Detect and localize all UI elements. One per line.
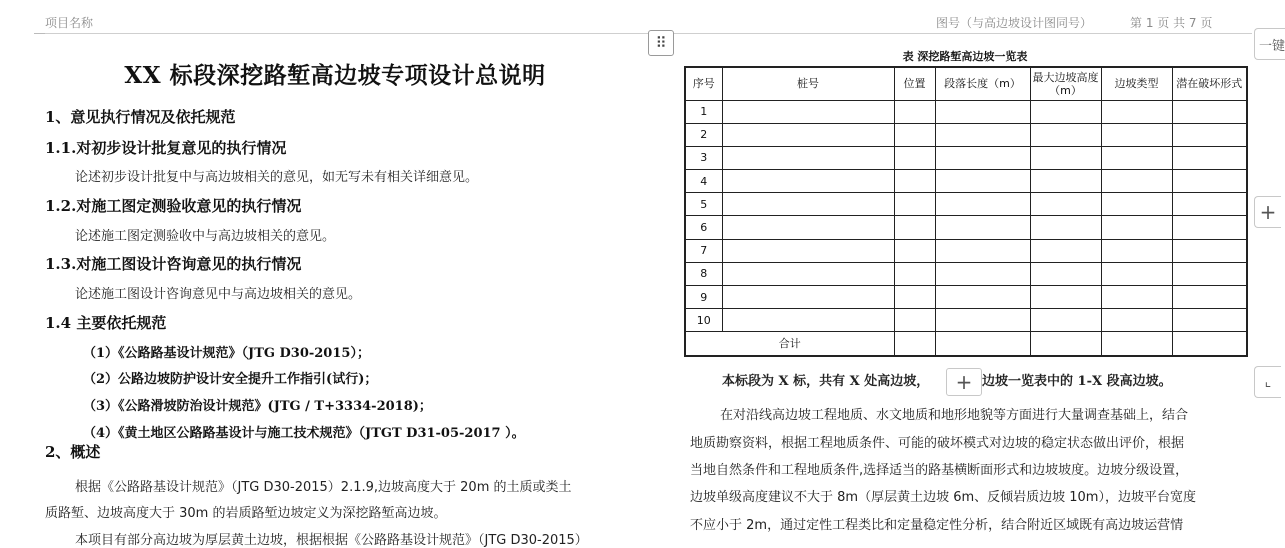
- table-cell: [1172, 123, 1247, 146]
- table-cell: [1030, 239, 1101, 262]
- table-cell: [1030, 332, 1101, 356]
- table-cell: [935, 100, 1030, 123]
- table-row: [685, 239, 1247, 262]
- right-paragraph-line: 边坡单级高度建议不大于 8m（厚层黄土边坡 6m、反倾岩质边坡 10m），边坡平台宽度: [690, 490, 1196, 505]
- table-cell: [1030, 262, 1101, 285]
- table-cell: [894, 286, 935, 309]
- table-cell: [722, 123, 894, 146]
- table-row: [685, 100, 1247, 123]
- section-1-heading: 1、意见执行情况及依托规范: [45, 108, 236, 126]
- table-cell: [1101, 216, 1172, 239]
- row-number: 7: [685, 239, 722, 262]
- table-row: [685, 262, 1247, 285]
- table-cell: [894, 123, 935, 146]
- row-number: 10: [685, 309, 722, 332]
- right-paragraph-line: 不应小于 2m，通过定性工程类比和定量稳定性分析，结合附近区域既有高边坡运营情: [690, 518, 1184, 533]
- table-cell: [722, 286, 894, 309]
- drawing-number-header: 图号（与高边坡设计图同号）: [936, 16, 1093, 30]
- table-cell: [1101, 309, 1172, 332]
- table-row: [685, 216, 1247, 239]
- table-cell: [935, 286, 1030, 309]
- drag-handle-icon[interactable]: ⠿: [648, 30, 674, 56]
- project-name-header: 项目名称: [45, 16, 94, 30]
- row-number: 6: [685, 216, 722, 239]
- table-cell: [722, 100, 894, 123]
- table-cell: [1030, 216, 1101, 239]
- table-row: [685, 193, 1247, 216]
- table-cell: [1172, 146, 1247, 169]
- column-header: 桩号: [722, 67, 894, 100]
- table-cell: [1172, 332, 1247, 356]
- table-cell: [1101, 123, 1172, 146]
- table-cell: [894, 216, 935, 239]
- table-cell: [722, 262, 894, 285]
- table-cell: [1030, 309, 1101, 332]
- summary-text-a: 本标段为 X 标，共有 X 处高边坡，: [722, 374, 930, 389]
- section-1-2-heading: 1.2.对施工图定测验收意见的执行情况: [45, 197, 302, 215]
- section-1-3-text: 论述施工图设计咨询意见中与高边坡相关的意见。: [75, 287, 362, 302]
- table-cell: [894, 193, 935, 216]
- table-cell: [894, 146, 935, 169]
- table-cell: [1101, 100, 1172, 123]
- table-cell: [1101, 332, 1172, 356]
- table-cell: [1030, 170, 1101, 193]
- table-cell: [894, 309, 935, 332]
- table-cell: [935, 170, 1030, 193]
- table-cell: [722, 309, 894, 332]
- table-cell: [722, 193, 894, 216]
- table-cell: [935, 239, 1030, 262]
- table-cell: [1172, 286, 1247, 309]
- table-cell: [722, 216, 894, 239]
- total-label: 合计: [685, 332, 894, 356]
- table-cell: [1030, 146, 1101, 169]
- right-paragraph-line: 地质勘察资料，根据工程地质条件、可能的破坏模式对边坡的稳定状态做出评价，根据: [690, 436, 1185, 451]
- section-1-1-heading: 1.1.对初步设计批复意见的执行情况: [45, 139, 287, 157]
- table-cell: [722, 239, 894, 262]
- section-1-2-text: 论述施工图定测验收中与高边坡相关的意见。: [75, 229, 336, 244]
- table-row: [685, 170, 1247, 193]
- table-cell: [935, 216, 1030, 239]
- right-paragraph-line: 在对沿线高边坡工程地质、水文地质和地形地貌等方面进行大量调查基础上，结合: [720, 408, 1189, 423]
- document-left-column: [45, 58, 640, 548]
- table-cell: [935, 146, 1030, 169]
- table-cell: [722, 170, 894, 193]
- column-header: 潜在破坏形式: [1172, 67, 1247, 100]
- table-caption: 表 深挖路堑高边坡一览表: [902, 50, 1028, 63]
- column-header: 位置: [894, 67, 935, 100]
- section-1-3-heading: 1.3.对施工图设计咨询意见的执行情况: [45, 255, 302, 273]
- table-cell: [1172, 100, 1247, 123]
- table-cell: [894, 262, 935, 285]
- table-cell: [1030, 100, 1101, 123]
- table-cell: [1101, 239, 1172, 262]
- high-slope-table: [684, 66, 1248, 357]
- table-row: [685, 123, 1247, 146]
- table-row: [685, 146, 1247, 169]
- table-cell: [1172, 262, 1247, 285]
- table-cell: [1172, 170, 1247, 193]
- overview-paragraph-line: 本项目有部分高边坡为厚层黄土边坡，根据根据《公路路基设计规范》（JTG D30-2015）: [75, 533, 588, 548]
- table-cell: [894, 170, 935, 193]
- table-row: [685, 286, 1247, 309]
- table-cell: [1101, 146, 1172, 169]
- summary-text-b: 边坡一览表中的 1-X 段高边坡。: [982, 374, 1172, 389]
- section-2-heading: 2、概述: [45, 443, 101, 461]
- reference-item: （1）《公路路基设计规范》（JTG D30-2015）；: [83, 346, 370, 361]
- table-cell: [935, 123, 1030, 146]
- add-right-icon[interactable]: +: [1254, 196, 1281, 228]
- row-number: 3: [685, 146, 722, 169]
- document-title: XX 标段深挖路堑高边坡专项设计总说明: [124, 62, 546, 89]
- table-cell: [1101, 262, 1172, 285]
- table-cell: [1172, 239, 1247, 262]
- overview-paragraph-line: 根据《公路路基设计规范》（JTG D30-2015）2.1.9,边坡高度大于 20m 的土质或类土: [75, 480, 572, 495]
- table-cell: [722, 146, 894, 169]
- section-1-1-text: 论述初步设计批复中与高边坡相关的意见，如无写未有相关详细意见。: [75, 170, 479, 185]
- row-number: 2: [685, 123, 722, 146]
- page-corner-mark-left: [34, 33, 45, 48]
- table-cell: [894, 100, 935, 123]
- add-block-icon[interactable]: +: [946, 368, 982, 396]
- table-cell: [935, 332, 1030, 356]
- row-number: 4: [685, 170, 722, 193]
- side-panel-button[interactable]: 一键: [1254, 28, 1285, 60]
- table-cell: [1030, 123, 1101, 146]
- table-cell: [935, 262, 1030, 285]
- table-cell: [1101, 170, 1172, 193]
- reference-item: （4）《黄土地区公路路基设计与施工技术规范》（JTGT D31-05-2017 ）。: [83, 426, 525, 441]
- total-row: [685, 332, 1247, 356]
- reference-item: （3）《公路滑坡防治设计规范》(JTG / T+3334-2018)；: [83, 399, 432, 414]
- table-cell: [935, 193, 1030, 216]
- row-number: 8: [685, 262, 722, 285]
- row-number: 9: [685, 286, 722, 309]
- table-cell: [1172, 193, 1247, 216]
- table-cell: [1172, 309, 1247, 332]
- row-number: 1: [685, 100, 722, 123]
- table-cell: [1101, 286, 1172, 309]
- table-cell: [1030, 286, 1101, 309]
- right-paragraph-line: 当地自然条件和工程地质条件,选择适当的路基横断面形式和边坡坡度。边坡分级设置，: [690, 463, 1189, 478]
- table-cell: [1172, 216, 1247, 239]
- table-cell: [1101, 193, 1172, 216]
- row-number: 5: [685, 193, 722, 216]
- reference-item: （2）公路边坡防护设计安全提升工作指引(试行)；: [83, 372, 378, 387]
- overview-paragraph-line: 质路堑、边坡高度大于 30m 的岩质路堑边坡定义为深挖路堑高边坡。: [45, 506, 447, 521]
- column-header: 序号: [685, 67, 722, 100]
- column-header: 边坡类型: [1101, 67, 1172, 100]
- column-header: 段落长度（m）: [935, 67, 1030, 100]
- table-cell: [1030, 193, 1101, 216]
- table-cell: [894, 332, 935, 356]
- section-1-4-heading: 1.4 主要依托规范: [45, 314, 167, 332]
- table-cell: [935, 309, 1030, 332]
- column-header: 最大边坡高度（m）: [1030, 67, 1101, 100]
- table-row: [685, 309, 1247, 332]
- page-info-header: 第 1 页 共 7 页: [1130, 16, 1213, 30]
- table-cell: [894, 239, 935, 262]
- fit-corner-icon[interactable]: ⌞: [1254, 366, 1281, 398]
